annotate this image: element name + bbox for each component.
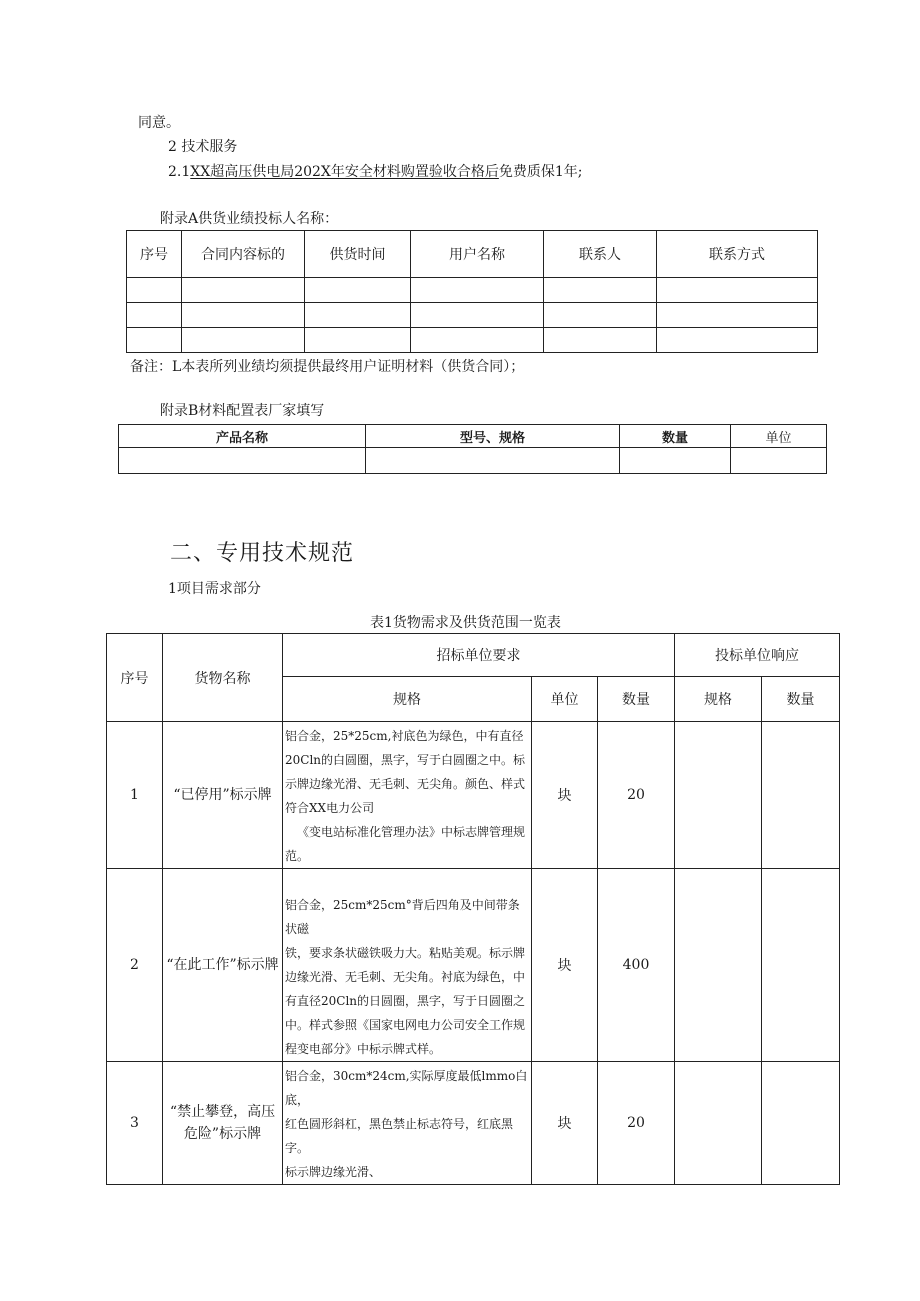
appendix-a-header: 联系方式	[657, 231, 818, 278]
empty-cell	[657, 303, 818, 328]
spec-line: 铝合金，25*25cm,衬底色为绿色，中有直径	[285, 729, 524, 743]
appendix-b-title: 附录B材料配置表厂家填写	[160, 403, 325, 419]
row-unit: 块	[532, 722, 598, 869]
empty-cell	[182, 278, 305, 303]
intro-line-3	[168, 163, 583, 181]
header-response-qty: 数量	[762, 677, 840, 722]
row-response-spec	[675, 1062, 762, 1185]
empty-cell	[305, 328, 411, 353]
table-row	[127, 278, 818, 303]
empty-cell	[544, 278, 657, 303]
empty-cell	[411, 303, 544, 328]
empty-cell	[657, 278, 818, 303]
header-qty: 数量	[598, 677, 675, 722]
intro-line-3-prefix: 2.1	[168, 164, 191, 180]
appendix-b-header: 数量	[620, 425, 731, 448]
header-response-spec: 规格	[675, 677, 762, 722]
empty-cell	[182, 328, 305, 353]
section-heading: 二、专用技术规范	[170, 541, 355, 566]
table-row	[107, 722, 840, 869]
appendix-a-header: 用户名称	[411, 231, 544, 278]
table-row	[107, 869, 840, 1062]
spec-line: 边缘光滑、无毛刺、无尖角。衬底为绿色，中	[285, 970, 526, 984]
appendix-a-title: 附录A供货业绩投标人名称：	[160, 211, 339, 227]
empty-cell	[411, 328, 544, 353]
appendix-a-header: 合同内容标的	[182, 231, 305, 278]
appendix-a-header: 联系人	[544, 231, 657, 278]
table-row	[127, 303, 818, 328]
intro-line-3-suffix: 免费质保1年;	[498, 164, 583, 180]
appendix-b-header: 单位	[731, 425, 827, 448]
row-response-spec	[675, 869, 762, 1062]
row-seq: 3	[107, 1062, 163, 1185]
header-tender-requirements: 招标单位要求	[283, 634, 675, 677]
empty-cell	[620, 448, 731, 474]
empty-cell	[305, 278, 411, 303]
spec-line: 符合XX电力公司	[285, 801, 375, 815]
table-caption: 表1货物需求及供货范围一览表	[370, 615, 561, 631]
spec-line: 20Cln的白圆圈，黑字，写于白圆圈之中。标	[285, 753, 526, 767]
row-response-qty	[762, 869, 840, 1062]
empty-cell	[127, 328, 182, 353]
spec-line: 有直径20Cln的日圆圈，黑字，写于日圆圈之	[285, 994, 526, 1008]
empty-cell	[411, 278, 544, 303]
empty-cell	[305, 303, 411, 328]
intro-line-2: 2 技术服务	[168, 139, 238, 155]
spec-line: 铝合金，30cm*24cm,实际厚度最低lmmo白底，	[285, 1069, 528, 1107]
appendix-a-header-row	[127, 231, 818, 278]
table-row	[119, 448, 827, 474]
spec-line: 示牌边缘光滑、无毛刺、无尖角。颜色、样式	[285, 777, 526, 791]
spec-line: 红色圆形斜杠，黑色禁止标志符号，红底黑字。	[285, 1117, 514, 1155]
row-seq: 1	[107, 722, 163, 869]
appendix-a-header: 供货时间	[305, 231, 411, 278]
spec-line: 铁，要求条状磁铁吸力大。粘贴美观。标示牌	[285, 946, 526, 960]
spec-line: 《变电站标准化管理办法》中标志牌管理规	[297, 825, 526, 839]
table-row	[107, 1062, 840, 1185]
spec-line: 铝合金，25cm*25cm°背后四角及中间带条状磁	[285, 898, 520, 936]
row-unit: 块	[532, 1062, 598, 1185]
table-row	[127, 328, 818, 353]
goods-table	[106, 633, 840, 1185]
row-goods-name: “禁止攀登，高压危险”标示牌	[163, 1062, 283, 1185]
appendix-b-header: 产品名称	[119, 425, 366, 448]
row-qty: 20	[598, 722, 675, 869]
appendix-b-header: 型号、规格	[366, 425, 620, 448]
intro-line-3-underlined: XX超高压供电局202X年安全材料购置验收合格后	[190, 164, 499, 180]
empty-cell	[657, 328, 818, 353]
header-bidder-response: 投标单位响应	[675, 634, 840, 677]
section-subheading: 1项目需求部分	[168, 581, 261, 597]
row-qty: 20	[598, 1062, 675, 1185]
empty-cell	[119, 448, 366, 474]
spec-line: 标示牌边缘光滑、	[285, 1165, 382, 1179]
row-spec	[283, 1062, 532, 1185]
row-response-qty	[762, 722, 840, 869]
empty-cell	[366, 448, 620, 474]
appendix-b-table	[118, 424, 827, 474]
appendix-b-header-row	[119, 425, 827, 448]
row-goods-name: “在此工作”标示牌	[163, 869, 283, 1062]
header-seq: 序号	[107, 634, 163, 722]
row-goods-name: “已停用”标示牌	[163, 722, 283, 869]
appendix-a-table	[126, 230, 818, 353]
empty-cell	[127, 303, 182, 328]
row-qty: 400	[598, 869, 675, 1062]
header-spec: 规格	[283, 677, 532, 722]
row-response-spec	[675, 722, 762, 869]
spec-line: 中。样式参照《国家电网电力公司安全工作规	[285, 1018, 526, 1032]
row-spec	[283, 722, 532, 869]
header-unit: 单位	[532, 677, 598, 722]
row-unit: 块	[532, 869, 598, 1062]
row-seq: 2	[107, 869, 163, 1062]
appendix-a-header: 序号	[127, 231, 182, 278]
header-goods-name: 货物名称	[163, 634, 283, 722]
row-response-qty	[762, 1062, 840, 1185]
empty-cell	[127, 278, 182, 303]
empty-cell	[182, 303, 305, 328]
appendix-a-note: 备注：L本表所列业绩均须提供最终用户证明材料（供货合同）；	[130, 359, 525, 375]
row-spec	[283, 869, 532, 1062]
empty-cell	[544, 303, 657, 328]
spec-line: 范。	[285, 849, 310, 863]
spec-line: 程变电部分》中标示牌式样。	[285, 1042, 442, 1056]
empty-cell	[544, 328, 657, 353]
goods-header-row-1	[107, 634, 840, 677]
empty-cell	[731, 448, 827, 474]
intro-line-1: 同意。	[138, 115, 180, 131]
